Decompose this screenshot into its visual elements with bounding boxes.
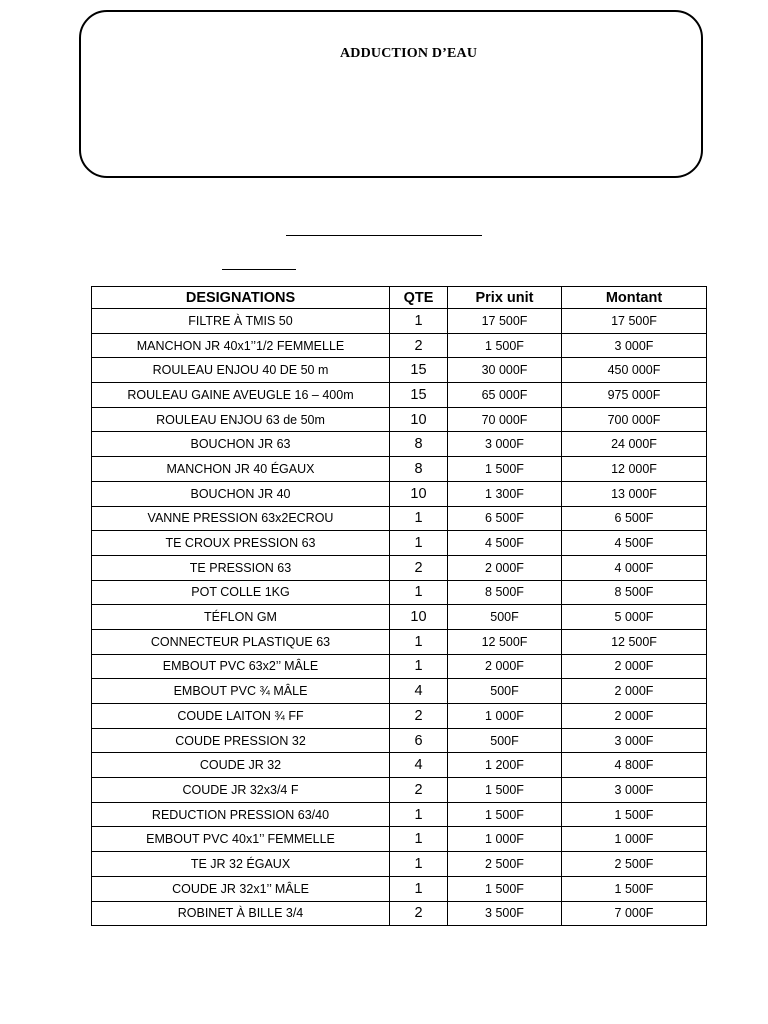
qte-cell: 10 xyxy=(390,605,448,630)
document-title: ADDUCTION D’EAU xyxy=(340,46,478,61)
prix-unit-cell: 1 000F xyxy=(448,827,562,852)
qte-cell: 1 xyxy=(390,827,448,852)
montant-cell: 2 500F xyxy=(562,852,707,877)
header-box xyxy=(79,10,703,178)
table-row xyxy=(92,457,707,482)
prix-unit-cell: 2 000F xyxy=(448,654,562,679)
designation-cell: EMBOUT PVC 63x2’’ MÂLE xyxy=(92,654,390,679)
column-header-prix-unit: Prix unit xyxy=(448,287,562,309)
table-row xyxy=(92,852,707,877)
table-row xyxy=(92,901,707,926)
qte-cell: 2 xyxy=(390,778,448,803)
prix-unit-cell: 1 000F xyxy=(448,704,562,729)
table-row xyxy=(92,704,707,729)
prix-unit-cell: 1 500F xyxy=(448,457,562,482)
qte-cell: 8 xyxy=(390,432,448,457)
montant-cell: 13 000F xyxy=(562,481,707,506)
qte-cell: 2 xyxy=(390,555,448,580)
table-row xyxy=(92,531,707,556)
table-row xyxy=(92,605,707,630)
qte-cell: 10 xyxy=(390,481,448,506)
montant-cell: 1 500F xyxy=(562,802,707,827)
prix-unit-cell: 2 000F xyxy=(448,555,562,580)
montant-cell: 2 000F xyxy=(562,679,707,704)
prix-unit-cell: 500F xyxy=(448,605,562,630)
table-row xyxy=(92,383,707,408)
designation-cell: VANNE PRESSION 63x2ECROU xyxy=(92,506,390,531)
qte-cell: 1 xyxy=(390,654,448,679)
underline-rule xyxy=(286,235,482,236)
montant-cell: 3 000F xyxy=(562,728,707,753)
montant-cell: 12 500F xyxy=(562,629,707,654)
montant-cell: 4 800F xyxy=(562,753,707,778)
montant-cell: 4 500F xyxy=(562,531,707,556)
prix-unit-cell: 3 000F xyxy=(448,432,562,457)
prix-unit-cell: 12 500F xyxy=(448,629,562,654)
montant-cell: 1 500F xyxy=(562,876,707,901)
montant-cell: 3 000F xyxy=(562,333,707,358)
montant-cell: 450 000F xyxy=(562,358,707,383)
table-row xyxy=(92,555,707,580)
montant-cell: 12 000F xyxy=(562,457,707,482)
montant-cell: 8 500F xyxy=(562,580,707,605)
qte-cell: 1 xyxy=(390,531,448,556)
column-header-montant: Montant xyxy=(562,287,707,309)
designation-cell: ROULEAU GAINE AVEUGLE 16 – 400m xyxy=(92,383,390,408)
designation-cell: ROBINET À BILLE 3/4 xyxy=(92,901,390,926)
designation-cell: COUDE PRESSION 32 xyxy=(92,728,390,753)
designation-cell: REDUCTION PRESSION 63/40 xyxy=(92,802,390,827)
designation-cell: COUDE LAITON ¾ FF xyxy=(92,704,390,729)
designation-cell: BOUCHON JR 40 xyxy=(92,481,390,506)
montant-cell: 2 000F xyxy=(562,654,707,679)
table-row xyxy=(92,333,707,358)
prix-unit-cell: 1 500F xyxy=(448,778,562,803)
underline-rule-short xyxy=(222,269,296,270)
designation-cell: MANCHON JR 40 ÉGAUX xyxy=(92,457,390,482)
montant-cell: 2 000F xyxy=(562,704,707,729)
designation-cell: COUDE JR 32x1’’ MÂLE xyxy=(92,876,390,901)
table-row xyxy=(92,506,707,531)
table-row xyxy=(92,432,707,457)
prix-unit-cell: 1 500F xyxy=(448,802,562,827)
table-row xyxy=(92,827,707,852)
prix-unit-cell: 70 000F xyxy=(448,407,562,432)
column-header-qte: QTE xyxy=(390,287,448,309)
prix-unit-cell: 6 500F xyxy=(448,506,562,531)
prix-unit-cell: 65 000F xyxy=(448,383,562,408)
column-header-designations: DESIGNATIONS xyxy=(92,287,390,309)
montant-cell: 700 000F xyxy=(562,407,707,432)
qte-cell: 2 xyxy=(390,704,448,729)
qte-cell: 8 xyxy=(390,457,448,482)
table-row xyxy=(92,629,707,654)
table-row xyxy=(92,358,707,383)
designation-cell: TE CROUX PRESSION 63 xyxy=(92,531,390,556)
designation-cell: TE PRESSION 63 xyxy=(92,555,390,580)
table-row xyxy=(92,802,707,827)
qte-cell: 2 xyxy=(390,901,448,926)
qte-cell: 6 xyxy=(390,728,448,753)
table-row xyxy=(92,876,707,901)
montant-cell: 3 000F xyxy=(562,778,707,803)
montant-cell: 7 000F xyxy=(562,901,707,926)
table-header-row xyxy=(92,287,707,309)
qte-cell: 10 xyxy=(390,407,448,432)
table-row xyxy=(92,753,707,778)
designation-cell: CONNECTEUR PLASTIQUE 63 xyxy=(92,629,390,654)
prix-unit-cell: 17 500F xyxy=(448,309,562,334)
table-row xyxy=(92,654,707,679)
prix-unit-cell: 1 500F xyxy=(448,876,562,901)
montant-cell: 1 000F xyxy=(562,827,707,852)
prix-unit-cell: 1 200F xyxy=(448,753,562,778)
prix-unit-cell: 1 300F xyxy=(448,481,562,506)
designation-cell: POT COLLE 1KG xyxy=(92,580,390,605)
table-row xyxy=(92,309,707,334)
montant-cell: 4 000F xyxy=(562,555,707,580)
qte-cell: 1 xyxy=(390,309,448,334)
designation-cell: MANCHON JR 40x1’’1/2 FEMMELLE xyxy=(92,333,390,358)
designation-cell: COUDE JR 32x3/4 F xyxy=(92,778,390,803)
prix-unit-cell: 2 500F xyxy=(448,852,562,877)
montant-cell: 6 500F xyxy=(562,506,707,531)
qte-cell: 4 xyxy=(390,679,448,704)
qte-cell: 1 xyxy=(390,876,448,901)
qte-cell: 1 xyxy=(390,629,448,654)
qte-cell: 1 xyxy=(390,506,448,531)
designation-cell: COUDE JR 32 xyxy=(92,753,390,778)
table-row xyxy=(92,481,707,506)
designation-cell: ROULEAU ENJOU 40 DE 50 m xyxy=(92,358,390,383)
prix-unit-cell: 30 000F xyxy=(448,358,562,383)
prix-unit-cell: 4 500F xyxy=(448,531,562,556)
prix-unit-cell: 1 500F xyxy=(448,333,562,358)
designation-cell: TE JR 32 ÉGAUX xyxy=(92,852,390,877)
items-table xyxy=(91,286,707,926)
table-row xyxy=(92,728,707,753)
qte-cell: 4 xyxy=(390,753,448,778)
prix-unit-cell: 3 500F xyxy=(448,901,562,926)
prix-unit-cell: 8 500F xyxy=(448,580,562,605)
qte-cell: 15 xyxy=(390,383,448,408)
designation-cell: EMBOUT PVC ¾ MÂLE xyxy=(92,679,390,704)
montant-cell: 5 000F xyxy=(562,605,707,630)
table-row xyxy=(92,407,707,432)
qte-cell: 1 xyxy=(390,852,448,877)
qte-cell: 15 xyxy=(390,358,448,383)
prix-unit-cell: 500F xyxy=(448,728,562,753)
table-row xyxy=(92,778,707,803)
table-row xyxy=(92,580,707,605)
qte-cell: 2 xyxy=(390,333,448,358)
montant-cell: 17 500F xyxy=(562,309,707,334)
qte-cell: 1 xyxy=(390,802,448,827)
designation-cell: FILTRE À TMIS 50 xyxy=(92,309,390,334)
qte-cell: 1 xyxy=(390,580,448,605)
designation-cell: EMBOUT PVC 40x1’’ FEMMELLE xyxy=(92,827,390,852)
montant-cell: 975 000F xyxy=(562,383,707,408)
montant-cell: 24 000F xyxy=(562,432,707,457)
designation-cell: TÉFLON GM xyxy=(92,605,390,630)
designation-cell: ROULEAU ENJOU 63 de 50m xyxy=(92,407,390,432)
prix-unit-cell: 500F xyxy=(448,679,562,704)
designation-cell: BOUCHON JR 63 xyxy=(92,432,390,457)
table-row xyxy=(92,679,707,704)
